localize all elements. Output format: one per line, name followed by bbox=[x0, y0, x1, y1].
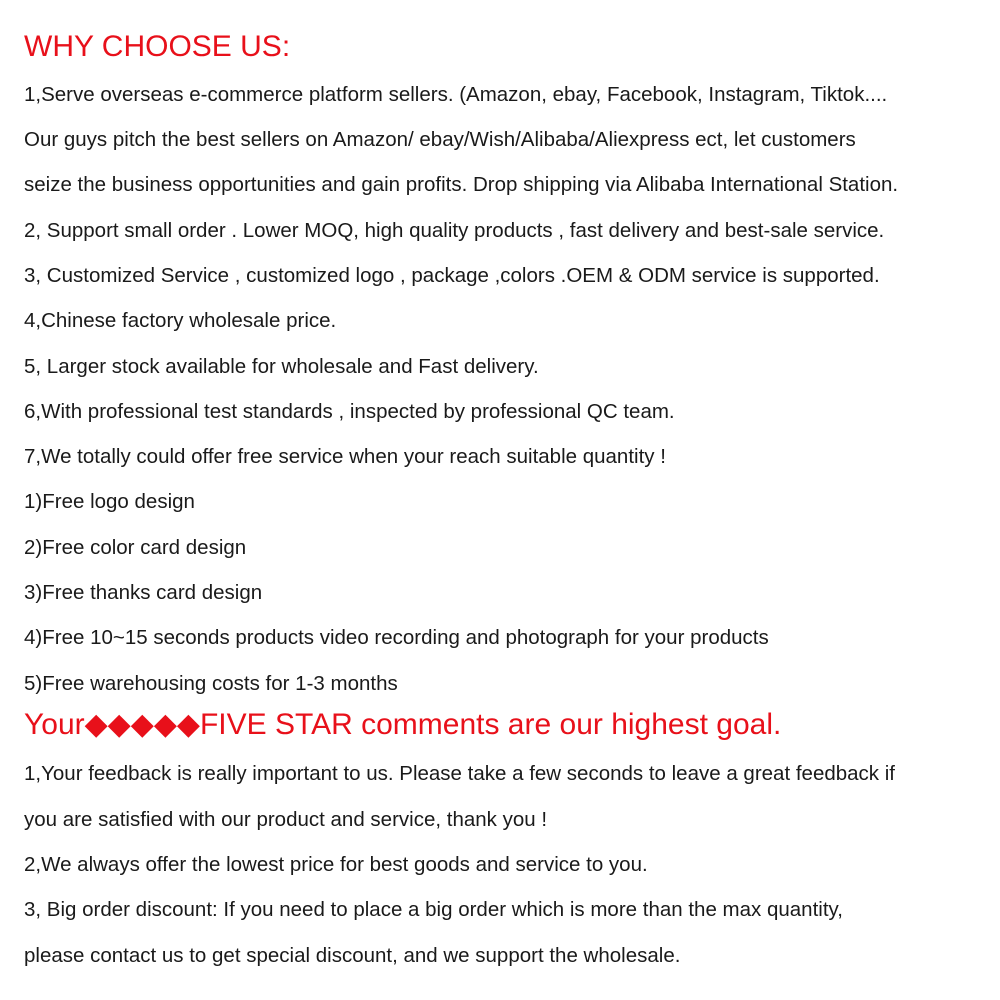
text-line: you are satisfied with our product and service, thank you ! bbox=[24, 808, 548, 831]
text-line: 1,Your feedback is really important to us. Please take a few seconds to leave a great feedback if bbox=[24, 762, 895, 785]
text-line: 5)Free warehousing costs for 1-3 months bbox=[24, 672, 398, 695]
text-line: 1)Free logo design bbox=[24, 490, 195, 513]
section-heading-five-star: Your◆◆◆◆◆FIVE STAR comments are our highest goal. bbox=[24, 708, 782, 741]
text-line: 3)Free thanks card design bbox=[24, 581, 263, 604]
text-line: 4)Free 10~15 seconds products video recording and photograph for your products bbox=[24, 626, 769, 649]
text-line: 5, Larger stock available for wholesale and Fast delivery. bbox=[24, 355, 539, 378]
text-line: seize the business opportunities and gain profits. Drop shipping via Alibaba International Station. bbox=[24, 173, 899, 196]
text-line: 7,We totally could offer free service when your reach suitable quantity ! bbox=[24, 445, 666, 468]
text-line: 2,We always offer the lowest price for best goods and service to you. bbox=[24, 853, 648, 876]
text-line: 2)Free color card design bbox=[24, 536, 247, 559]
text-line: 1,Serve overseas e-commerce platform sellers. (Amazon, ebay, Facebook, Instagram, Tiktok.... bbox=[24, 83, 888, 106]
text-line: 4,Chinese factory wholesale price. bbox=[24, 309, 337, 332]
text-line: Our guys pitch the best sellers on Amazon/ ebay/Wish/Alibaba/Aliexpress ect, let customers bbox=[24, 128, 856, 151]
text-line: 3, Big order discount: If you need to place a big order which is more than the max quantity, bbox=[24, 898, 843, 921]
section-heading-why-choose-us: WHY CHOOSE US: bbox=[24, 30, 291, 63]
text-line: 2, Support small order . Lower MOQ, high quality products , fast delivery and best-sale service. bbox=[24, 219, 885, 242]
text-line: 3, Customized Service , customized logo , package ,colors .OEM & ODM service is supported. bbox=[24, 264, 880, 287]
text-line: 6,With professional test standards , inspected by professional QC team. bbox=[24, 400, 675, 423]
text-line: please contact us to get special discount, and we support the wholesale. bbox=[24, 944, 681, 967]
